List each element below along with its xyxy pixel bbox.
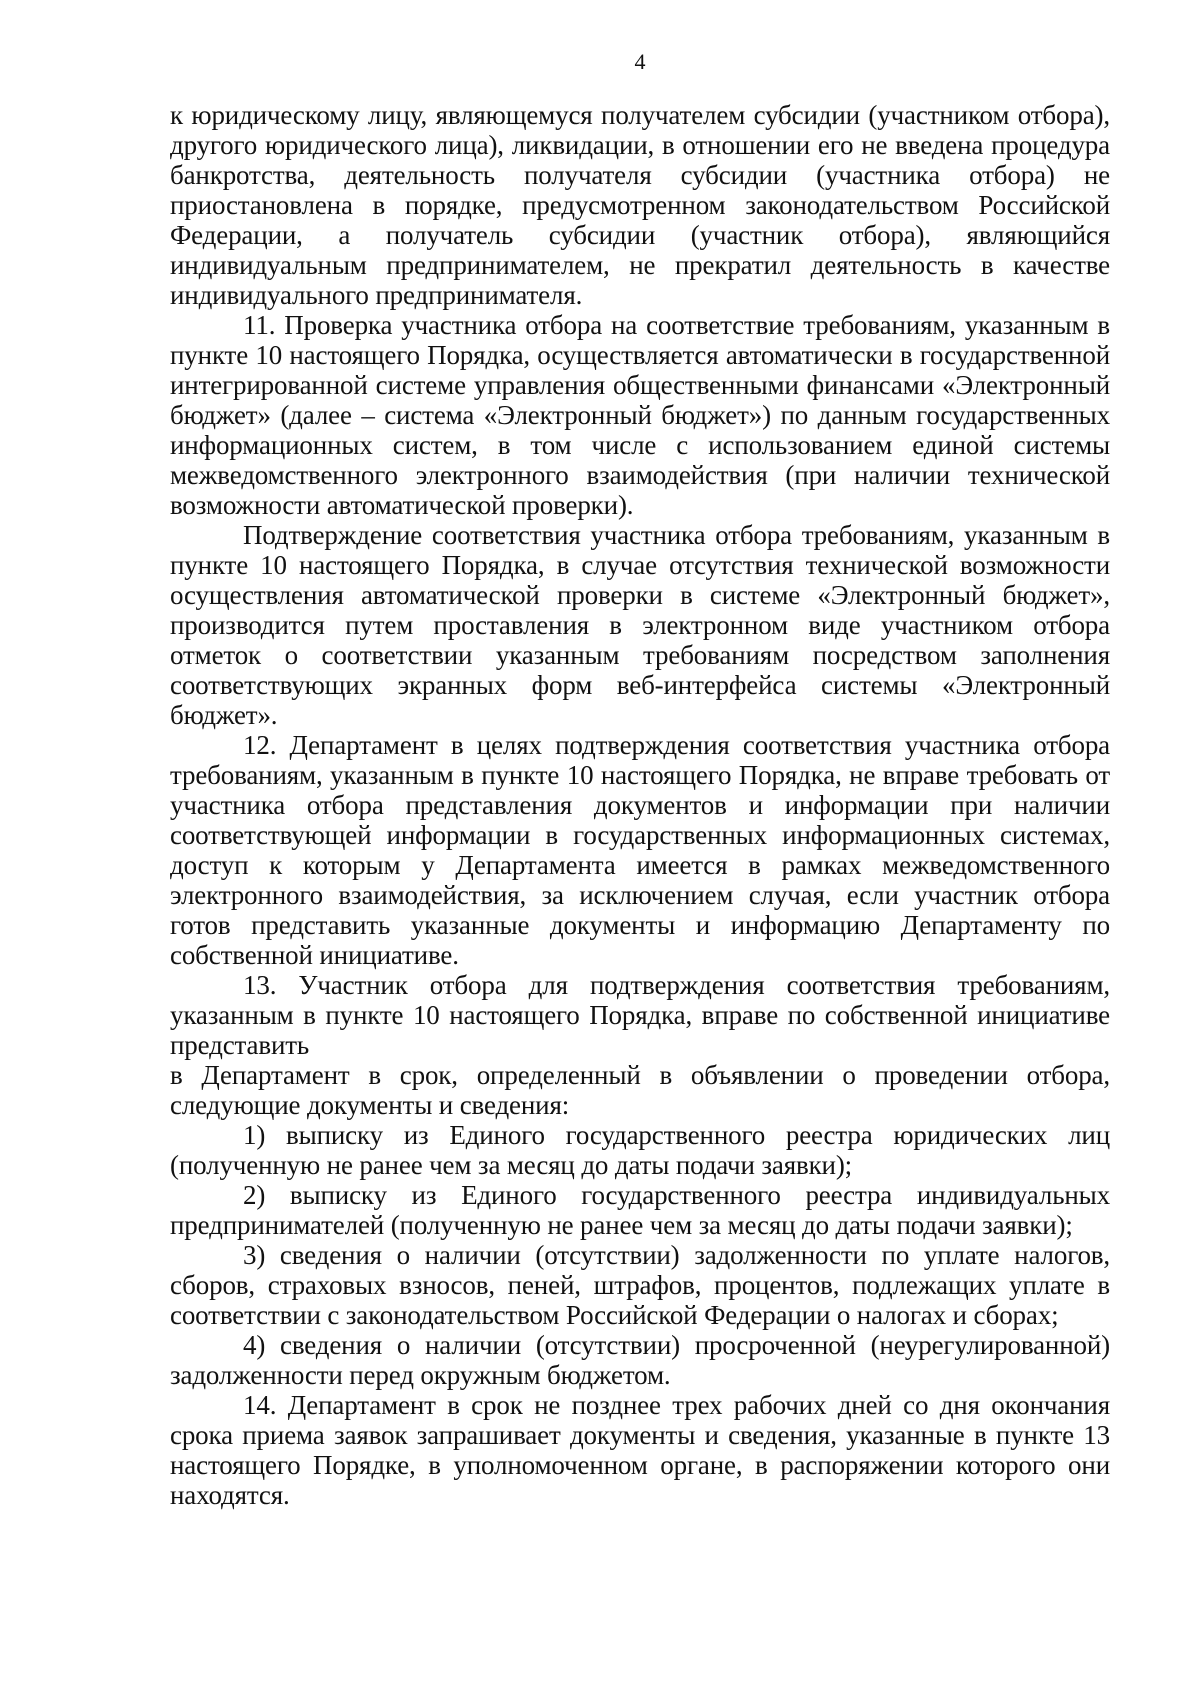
page-number: 4	[634, 49, 646, 74]
paragraph-item-13: 13. Участник отбора для подтверждения соответствия требованиям, указанным в пункте 10 настоящего Порядка, вправе по собственной инициативе представить	[170, 970, 1110, 1060]
paragraph-item-12: 12. Департамент в целях подтверждения соответствия участника отбора требованиям, указанным в пункте 10 настоящего Порядка, не вправе требовать от участника отбора представления документов и информации при наличии соответствующей информации в государственных информационных системах, доступ к которым у Департамента имеется в рамках межведомственного электронного взаимодействия, за исключением случая, если участник отбора готов представить указанные документы и информацию Департаменту по собственной инициативе.	[170, 730, 1110, 970]
paragraph-item-13-continuation: в Департамент в срок, определенный в объявлении о проведении отбора, следующие документы и сведения:	[170, 1060, 1110, 1120]
list-item-1: 1) выписку из Единого государственного реестра юридических лиц (полученную не ранее чем за месяц до даты подачи заявки);	[170, 1120, 1110, 1180]
paragraph-confirmation: Подтверждение соответствия участника отбора требованиям, указанным в пункте 10 настоящего Порядка, в случае отсутствия технической возможности осуществления автоматической проверки в системе «Электронный бюджет», производится путем проставления в электронном виде участником отбора отметок о соответствии указанным требованиям посредством заполнения соответствующих экранных форм веб-интерфейса системы «Электронный бюджет».	[170, 520, 1110, 730]
paragraph-continuation: к юридическому лицу, являющемуся получателем субсидии (участником отбора), другого юридического лица), ликвидации, в отношении его не введена процедура банкротства, деятельность получателя субсидии (участника отбора) не приостановлена в порядке, предусмотренном законодательством Российской Федерации, а получатель субсидии (участник отбора), являющийся индивидуальным предпринимателем, не прекратил деятельность в качестве индивидуального предпринимателя.	[170, 100, 1110, 310]
document-body	[170, 100, 1110, 1510]
paragraph-item-11: 11. Проверка участника отбора на соответствие требованиям, указанным в пункте 10 настоящего Порядка, осуществляется автоматически в государственной интегрированной системе управления общественными финансами «Электронный бюджет» (далее – система «Электронный бюджет») по данным государственных информационных систем, в том числе с использованием единой системы межведомственного электронного взаимодействия (при наличии технической возможности автоматической проверки).	[170, 310, 1110, 520]
list-item-2: 2) выписку из Единого государственного реестра индивидуальных предпринимателей (полученную не ранее чем за месяц до даты подачи заявки);	[170, 1180, 1110, 1240]
list-item-4: 4) сведения о наличии (отсутствии) просроченной (неурегулированной) задолженности перед окружным бюджетом.	[170, 1330, 1110, 1390]
paragraph-item-14: 14. Департамент в срок не позднее трех рабочих дней со дня окончания срока приема заявок запрашивает документы и сведения, указанные в пункте 13 настоящего Порядке, в уполномоченном органе, в распоряжении которого они находятся.	[170, 1390, 1110, 1510]
list-item-3: 3) сведения о наличии (отсутствии) задолженности по уплате налогов, сборов, страховых взносов, пеней, штрафов, процентов, подлежащих уплате в соответствии с законодательством Российской Федерации о налогах и сборах;	[170, 1240, 1110, 1330]
